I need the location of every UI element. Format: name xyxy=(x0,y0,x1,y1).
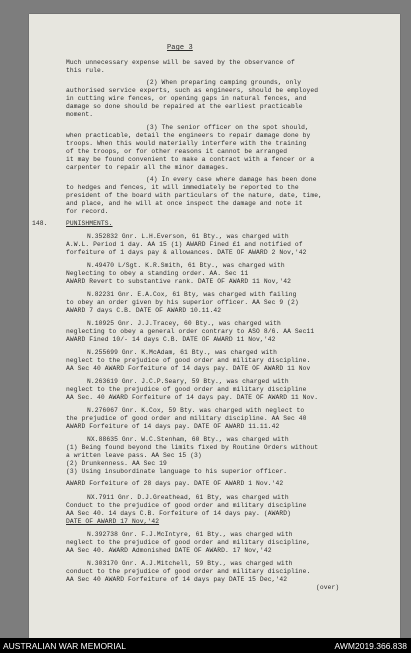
section-heading: PUNISHMENTS. xyxy=(66,220,113,227)
text-line: conduct to the prejudice of good order and military discipline. xyxy=(66,568,311,575)
text-line: damage so done should be repaired at the earliest practicable xyxy=(66,103,303,110)
text-line: neglecting to obey a general order contrary to ASO 8/6. AA Sec11 xyxy=(66,328,315,335)
text-line: (3) Using insubordinate language to his superior officer. xyxy=(66,468,288,475)
text-line: AA Sec 40 AWARD Forfeiture of 14 days pay DATE 15 Dec,'42 xyxy=(66,576,288,583)
text-line: forfeiture of 1 days pay & allowances. DATE OF AWARD 2 Nov,'42 xyxy=(66,249,307,256)
text-line: AWARD 7 days C.B. DATE OF AWARD 10.11.42 xyxy=(66,307,222,314)
archive-footer-bar xyxy=(0,638,411,653)
text-line: for record. xyxy=(66,208,109,215)
text-line: and place, and he will at once inspect the damage and note it xyxy=(66,200,303,207)
text-line: NX.7911 Gnr. D.J.Greathead, 61 Bty, was charged with xyxy=(87,494,289,501)
text-line: troops. When this would materially interfere with the training xyxy=(66,140,307,147)
text-line: to hedges and fences, it will immediately be reported to the xyxy=(66,184,299,191)
text-line: (4) In every case where damage has been done xyxy=(146,176,317,183)
accession-number: AWM2019.366.838 xyxy=(334,641,407,651)
text-line: N.10925 Gnr. J.J.Tracey, 60 Bty., was charged with xyxy=(87,320,281,327)
text-line: to obey an order given by his superior officer. AA Sec 9 (2) xyxy=(66,299,299,306)
text-line: AWARD Fined 10/- 14 days C.B. DATE OF AWARD 11 Nov,'42 xyxy=(66,336,276,343)
text-line: neglect to the prejudice of good order and military discipline, xyxy=(66,539,311,546)
text-line: of the troops, or for other reasons it cannot be arranged xyxy=(66,148,288,155)
text-line: AWARD Forfeiture of 28 days pay. DATE OF AWARD 1 Nov.'42 xyxy=(66,480,284,487)
text-line: AA Sec 40 AWARD Forfeiture of 14 days pay. DATE OF AWARD 11 Nov xyxy=(66,365,311,372)
text-line: it may be found convenient to make a contract with a fencer or a xyxy=(66,156,315,163)
text-line: president of the board with particulars of the nature, date, time, xyxy=(66,192,322,199)
section-number: 148. xyxy=(32,220,48,227)
text-line: AA Sec 40. AWARD Admonished DATE OF AWARD. 17 Nov,'42 xyxy=(66,547,272,554)
over-note: (over) xyxy=(316,584,340,591)
text-line: N.392738 Gnr. F.J.McIntyre, 61 Bty., was charged with xyxy=(87,531,293,538)
text-line: AWARD Revert to substantive rank. DATE OF AWARD 11 Nov,'42 xyxy=(66,278,291,285)
page-heading: Page 3 xyxy=(167,44,193,52)
text-line: Much unnecessary expense will be saved by the observance of xyxy=(66,59,295,66)
text-line: in cutting wire fences, or opening gaps in natural fences, and xyxy=(66,95,307,102)
text-line: AA Sec 40. 14 days C.B. Forfeiture of 14 days pay. (AWARD) xyxy=(66,510,291,517)
text-line: AWARD Forfeiture of 14 days pay. DATE OF AWARD 11.11.42 xyxy=(66,423,280,430)
text-line: NX.88635 Gnr. W.C.Stenham, 60 Bty., was charged with xyxy=(87,436,289,443)
text-line: N.276067 Gnr. K.Cox, 59 Bty. was charged with neglect to xyxy=(87,407,305,414)
text-line: the prejudice of good order and military discipline. AA Sec 40 xyxy=(66,415,307,422)
text-line: (1) Being found beyond the limits fixed by Routine Orders without xyxy=(66,444,319,451)
text-line: (2) When preparing camping grounds, only xyxy=(146,79,302,86)
text-line: A.W.L. Period 1 day. AA 15 (1) AWARD Fined £1 and notified of xyxy=(66,241,303,248)
text-line: Conduct to the prejudice of good order and military discipline xyxy=(66,502,307,509)
text-line: N.352832 Gnr. L.H.Everson, 61 Bty., was charged with xyxy=(87,233,289,240)
text-line: N.49470 L/Sgt. K.R.Smith, 61 Bty., was charged with xyxy=(87,262,285,269)
text-line: DATE OF AWARD 17 Nov,'42 xyxy=(66,518,160,525)
text-line: moment. xyxy=(66,111,94,118)
text-line: N.82231 Gnr. E.A.Cox, 61 Bty, was charged with failing xyxy=(87,291,297,298)
text-line: N.255699 Gnr. K.McAdam, 61 Bty., was charged with xyxy=(87,349,278,356)
text-line: authorised service experts, such as engineers, should be employed xyxy=(66,87,319,94)
text-line: (2) Drunkenness. AA Sec 19 xyxy=(66,460,167,467)
text-line: carpenter to repair all the minor damages. xyxy=(66,164,229,171)
text-line: Neglecting to obey a standing order. AA. Sec 11 xyxy=(66,270,249,277)
text-line: (3) The senior officer on the spot should, xyxy=(146,124,309,131)
text-line: this rule. xyxy=(66,67,105,74)
text-line: AA Sec. 40 AWARD Forfeiture of 14 days pay. DATE OF AWARD 11 Nov. xyxy=(66,394,319,401)
text-line: N.263619 Gnr. J.C.P.Seary, 59 Bty., was charged with xyxy=(87,378,289,385)
text-line: when practicable, detail the engineers to repair damage done by xyxy=(66,132,311,139)
text-line: a written leave pass. AA Sec 15 (3) xyxy=(66,452,202,459)
text-line: N.303170 Gnr. A.J.Mitchell, 59 Bty., was charged with xyxy=(87,560,293,567)
archive-name: AUSTRALIAN WAR MEMORIAL xyxy=(3,641,126,651)
text-line: neglect to the prejudice of good order and military discipline xyxy=(66,386,307,393)
document-page xyxy=(29,14,400,638)
text-line: neglect to the prejudice of good order and military discipline. xyxy=(66,357,311,364)
